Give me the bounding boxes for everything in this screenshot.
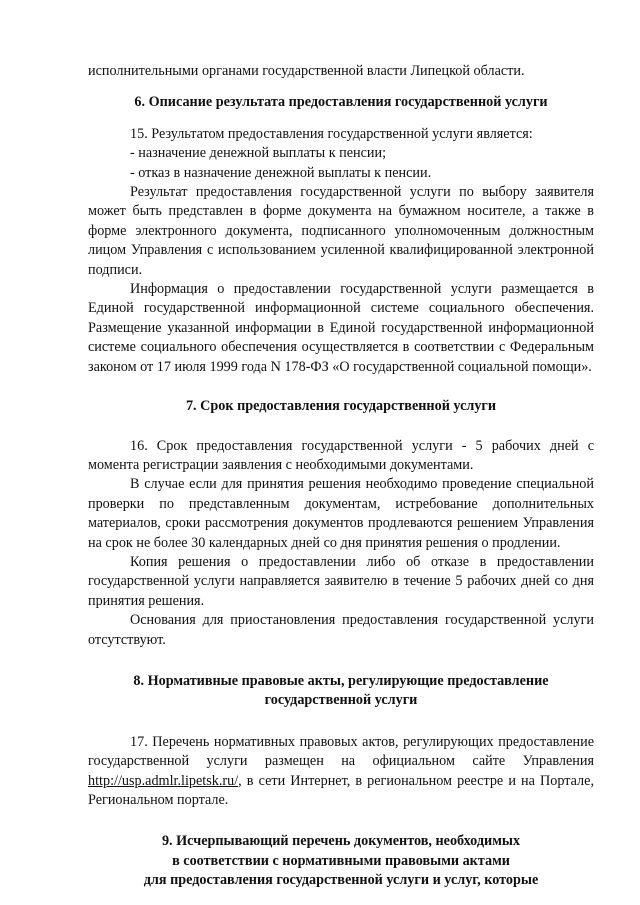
suspension-grounds-paragraph: Основания для приостановления предоставления государственной услуги отсутствуют. xyxy=(88,612,594,648)
paragraph-17 xyxy=(88,733,594,811)
official-site-link[interactable]: http://usp.admlr.lipetsk.ru/ xyxy=(88,772,239,789)
paragraph-17-text-after: , в сети Интернет, в региональном реестре и на Портале, Региональном портале. xyxy=(88,772,594,808)
paragraph-15: 15. Результатом предоставления государственной услуги является: xyxy=(130,125,533,142)
info-paragraph: Информация о предоставлении государственной услуги размещается в Единой государственной информационной системе социального обеспечения. Размещение указанной информации в Единой государственной информационной системе социального обеспечения осуществляется в соответствии с Федеральным законом от 17 июля 1999 года N 178-ФЗ «О государственной социальной помощи». xyxy=(88,281,594,375)
copy-decision-paragraph: Копия решения о предоставлении либо об отказе в предоставлении государственной услуги направляется заявителю в течение 5 рабочих дней со дня принятия решения. xyxy=(88,553,594,609)
section-9-heading-line-1: 9. Исчерпывающий перечень документов, необходимых xyxy=(161,833,521,850)
section-6-heading: 6. Описание результата предоставления государственной услуги xyxy=(134,94,548,111)
section-7-heading: 7. Срок предоставления государственной услуги xyxy=(185,398,497,415)
section-9-heading-line-3: для предоставления государственной услуги и услуг, которые xyxy=(143,872,539,889)
paragraph-17-text-before: 17. Перечень нормативных правовых актов, регулирующих предоставление государственной услуги размещен на официальном сайте Управления xyxy=(88,733,594,770)
result-item-2: - отказ в назначение денежной выплаты к пенсии. xyxy=(130,164,432,181)
section-8-heading-line-2: государственной услуги xyxy=(264,692,418,709)
section-9-heading-line-2: в соответствии с нормативными правовыми актами xyxy=(172,852,510,869)
extension-paragraph: В случае если для принятия решения необходимо проведение специальной проверки по представленным документам, истребование дополнительных материалов, сроки рассмотрения документов продлеваются решением Управления на срок не более 30 календарных дней со дня принятия решения о продлении. xyxy=(88,476,594,551)
top-line: исполнительными органами государственной власти Липецкой области. xyxy=(88,63,525,79)
result-form-paragraph: Результат предоставления государственной услуги по выбору заявителя может быть представлен в форме документа на бумажном носителе, а также в форме электронного документа, подписанного уполномоченным должностным лицом Управления с использованием усиленной квалифицированной электронной подписи. xyxy=(88,184,594,278)
section-8-heading-line-1: 8. Нормативные правовые акты, регулирующие предоставление xyxy=(133,672,549,689)
paragraph-16: 16. Срок предоставления государственной услуги - 5 рабочих дней с момента регистрации заявления с необходимыми документами. xyxy=(88,437,594,473)
result-item-1: - назначение денежной выплаты к пенсии; xyxy=(130,145,387,162)
